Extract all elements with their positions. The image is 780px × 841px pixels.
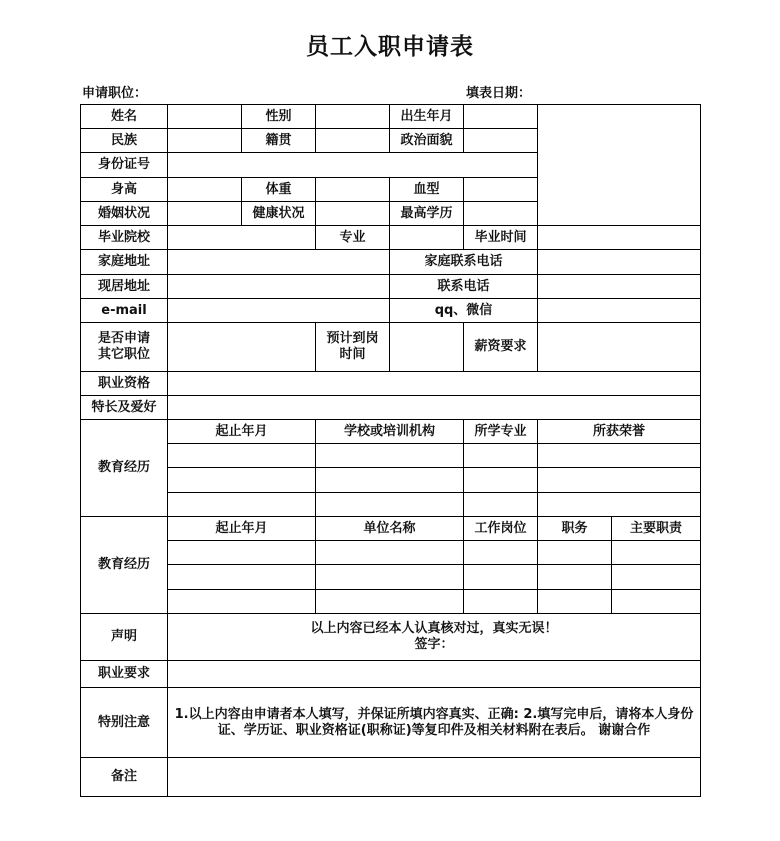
work-cell[interactable]: [168, 590, 316, 614]
date-label: 填表日期：: [466, 86, 532, 101]
qq-wechat-field[interactable]: [538, 299, 701, 323]
work-cell[interactable]: [612, 565, 701, 590]
school-field[interactable]: [168, 226, 316, 250]
apply-other-field[interactable]: [168, 323, 316, 372]
edu-cell[interactable]: [316, 493, 464, 517]
edu-col-school: 学校或培训机构: [316, 420, 464, 444]
qq-wechat-label: qq、微信: [390, 299, 538, 323]
work-cell[interactable]: [612, 541, 701, 565]
marital-label: 婚姻状况: [81, 202, 168, 226]
edu-cell[interactable]: [538, 493, 701, 517]
id-number-label: 身份证号: [81, 153, 168, 178]
edu-cell[interactable]: [464, 493, 538, 517]
id-number-field[interactable]: [168, 153, 538, 178]
native-field[interactable]: [316, 129, 390, 153]
notice-label: 特别注意: [81, 688, 168, 758]
edu-cell[interactable]: [464, 444, 538, 468]
declaration-text: 以上内容已经本人认真核对过，真实无误！: [310, 621, 558, 637]
expected-time-field[interactable]: [390, 323, 464, 372]
work-cell[interactable]: [538, 590, 612, 614]
current-address-field[interactable]: [168, 275, 390, 299]
ethnicity-label: 民族: [81, 129, 168, 153]
expected-time-line-2: 时间: [339, 347, 366, 362]
health-label: 健康状况: [242, 202, 316, 226]
work-cell[interactable]: [168, 541, 316, 565]
edu-cell[interactable]: [168, 444, 316, 468]
email-field[interactable]: [168, 299, 390, 323]
health-field[interactable]: [316, 202, 390, 226]
work-cell[interactable]: [464, 541, 538, 565]
marital-field[interactable]: [168, 202, 242, 226]
political-label: 政治面貌: [390, 129, 464, 153]
home-phone-field[interactable]: [538, 250, 701, 275]
photo-box[interactable]: [538, 105, 701, 226]
gender-field[interactable]: [316, 105, 390, 129]
education-level-label: 最高学历: [390, 202, 464, 226]
grad-time-label: 毕业时间: [464, 226, 538, 250]
work-cell[interactable]: [538, 541, 612, 565]
edu-cell[interactable]: [538, 468, 701, 493]
work-cell[interactable]: [538, 565, 612, 590]
work-cell[interactable]: [612, 590, 701, 614]
form-title: 员工入职申请表: [306, 33, 474, 60]
name-field[interactable]: [168, 105, 242, 129]
expected-time-label: [316, 323, 390, 372]
edu-cell[interactable]: [316, 444, 464, 468]
work-cell[interactable]: [316, 590, 464, 614]
work-cell[interactable]: [316, 541, 464, 565]
qualification-field[interactable]: [168, 372, 701, 396]
edu-cell[interactable]: [464, 468, 538, 493]
signature-label: 签字：: [414, 637, 454, 652]
height-field[interactable]: [168, 178, 242, 202]
major-label: 专业: [316, 226, 390, 250]
education-level-field[interactable]: [464, 202, 538, 226]
ethnicity-field[interactable]: [168, 129, 242, 153]
remark-label: 备注: [81, 758, 168, 797]
requirement-field[interactable]: [168, 661, 701, 688]
blood-label: 血型: [390, 178, 464, 202]
work-col-period: 起止年月: [168, 517, 316, 541]
work-section-label: 教育经历: [81, 517, 168, 614]
phone-field[interactable]: [538, 275, 701, 299]
home-phone-label: 家庭联系电话: [390, 250, 538, 275]
native-label: 籍贯: [242, 129, 316, 153]
weight-label: 体重: [242, 178, 316, 202]
work-col-company: 单位名称: [316, 517, 464, 541]
birth-label: 出生年月: [390, 105, 464, 129]
apply-other-line-2: 其它职位: [97, 347, 150, 362]
school-label: 毕业院校: [81, 226, 168, 250]
work-col-duties: 主要职责: [612, 517, 701, 541]
home-address-field[interactable]: [168, 250, 390, 275]
work-col-title: 职务: [538, 517, 612, 541]
birth-field[interactable]: [464, 105, 538, 129]
work-cell[interactable]: [464, 565, 538, 590]
position-label: 申请职位：: [82, 86, 148, 101]
phone-label: 联系电话: [390, 275, 538, 299]
work-cell[interactable]: [316, 565, 464, 590]
education-section-label: 教育经历: [81, 420, 168, 517]
edu-cell[interactable]: [538, 444, 701, 468]
requirement-label: 职业要求: [81, 661, 168, 688]
height-label: 身高: [81, 178, 168, 202]
edu-col-honors: 所获荣誉: [538, 420, 701, 444]
email-label: e-mail: [81, 299, 168, 323]
political-field[interactable]: [464, 129, 538, 153]
apply-other-line-1: 是否申请: [97, 331, 150, 347]
weight-field[interactable]: [316, 178, 390, 202]
work-cell[interactable]: [464, 590, 538, 614]
edu-col-major: 所学专业: [464, 420, 538, 444]
blood-field[interactable]: [464, 178, 538, 202]
home-address-label: 家庭地址: [81, 250, 168, 275]
qualification-label: 职业资格: [81, 372, 168, 396]
gender-label: 性别: [242, 105, 316, 129]
major-field[interactable]: [390, 226, 464, 250]
work-col-post: 工作岗位: [464, 517, 538, 541]
edu-cell[interactable]: [316, 468, 464, 493]
expected-time-line-1: 预计到岗: [326, 331, 379, 347]
notice-text: 1.以上内容由申请者本人填写，并保证所填内容真实、正确: 2.填写完申后，请将本人身份证、学历证、职业资格证(职称证)等复印件及相关材料附在表后。 谢谢合作: [168, 688, 701, 758]
edu-cell[interactable]: [168, 493, 316, 517]
hobbies-field[interactable]: [168, 396, 701, 420]
salary-label: 薪资要求: [464, 323, 538, 372]
work-cell[interactable]: [168, 565, 316, 590]
edu-col-period: 起止年月: [168, 420, 316, 444]
remark-field[interactable]: [168, 758, 701, 797]
grad-time-field[interactable]: [538, 226, 701, 250]
declaration-cell[interactable]: [168, 614, 701, 661]
name-label: 姓名: [81, 105, 168, 129]
hobbies-label: 特长及爱好: [81, 396, 168, 420]
current-address-label: 现居地址: [81, 275, 168, 299]
salary-field[interactable]: [538, 323, 701, 372]
apply-other-label: [81, 323, 168, 372]
edu-cell[interactable]: [168, 468, 316, 493]
application-form-table: [80, 104, 701, 797]
declaration-label: 声明: [81, 614, 168, 661]
